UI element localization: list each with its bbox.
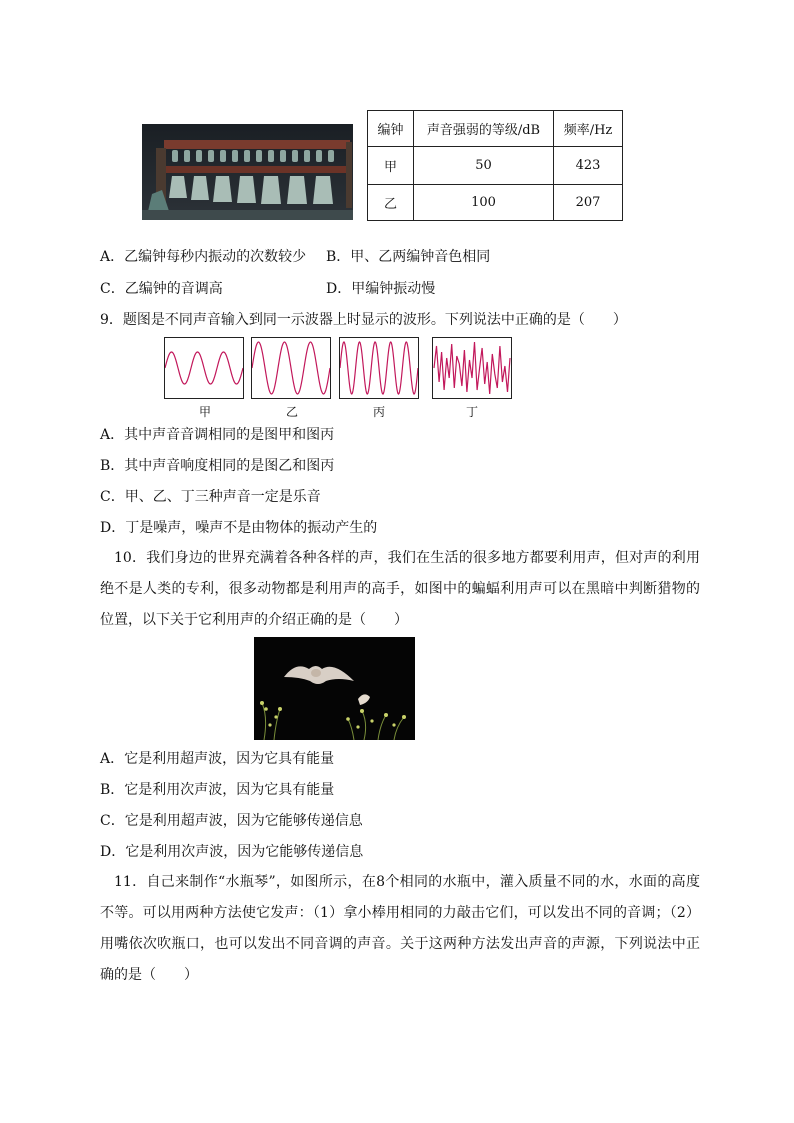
q10-option-a: A．它是利用超声波，因为它具有能量 [100, 751, 335, 767]
waveform-bing [339, 337, 419, 399]
table-row [368, 185, 623, 221]
wave-label: 乙 [285, 405, 298, 419]
q9-option-c: C．甲、乙、丁三种声音一定是乐音 [100, 489, 321, 505]
bianzhong-bells-photo [142, 124, 353, 220]
q8-option-b: B．甲、乙两编钟音色相同 [326, 249, 491, 265]
q9-option-b: B．其中声音响度相同的是图乙和图丙 [100, 458, 335, 474]
table-cell: 207 [554, 185, 623, 221]
q8-option-a: A．乙编钟每秒内振动的次数较少 [100, 249, 307, 265]
q10-option-b: B．它是利用次声波，因为它具有能量 [100, 782, 335, 798]
table-cell: 乙 [368, 185, 414, 221]
wave-label: 丁 [465, 405, 478, 419]
waveform-yi [251, 337, 331, 399]
q8-option-c: C．乙编钟的音调高 [100, 281, 223, 297]
q10-option-d: D．它是利用次声波，因为它能够传递信息 [100, 844, 364, 860]
table-header-row [368, 111, 623, 147]
q10-option-c: C．它是利用超声波，因为它能够传递信息 [100, 813, 363, 829]
waveform-ding [432, 337, 512, 399]
waveform-jia [164, 337, 244, 399]
table-header-cell: 声音强弱的等级/dB [414, 111, 554, 147]
q9-stem: 9．题图是不同声音输入到同一示波器上时显示的波形。下列说法中正确的是（ ） [100, 312, 627, 328]
table-cell: 甲 [368, 147, 414, 185]
bat-photo [254, 637, 415, 740]
table-cell: 423 [554, 147, 623, 185]
table-header-cell: 频率/Hz [554, 111, 623, 147]
wave-label: 丙 [372, 405, 385, 419]
wave-label: 甲 [198, 405, 211, 419]
q10-stem-text: 10．我们身边的世界充满着各种各样的声，我们在生活的很多地方都要利用声，但对声的利用绝不是人类的专利，很多动物都是利用声的高手，如图中的蝙蝠利用声可以在黑暗中判断猎物的位置，以下关于它利用声的介绍正确的是（ ） [100, 550, 700, 628]
q10-stem [100, 543, 700, 636]
table-row [368, 147, 623, 185]
q11-stem [100, 867, 700, 991]
q11-stem-text: 11．自己来制作“水瓶琴”，如图所示，在8个相同的水瓶中，灌入质量不同的水，水面的高度不等。可以用两种方法使它发声：（1）拿小棒用相同的力敲击它们，可以发出不同的音调；（2）用嘴依次吹瓶口，也可以发出不同音调的声音。关于这两种方法发出声音的声源，下列说法中正确的是（ ） [100, 874, 700, 983]
q9-option-d: D．丁是噪声，噪声不是由物体的振动产生的 [100, 520, 378, 536]
bell-data-table [367, 110, 623, 221]
table-header-cell: 编钟 [368, 111, 414, 147]
q9-option-a: A．其中声音音调相同的是图甲和图丙 [100, 427, 335, 443]
q8-option-d: D．甲编钟振动慢 [326, 281, 436, 297]
table-cell: 50 [414, 147, 554, 185]
table-cell: 100 [414, 185, 554, 221]
